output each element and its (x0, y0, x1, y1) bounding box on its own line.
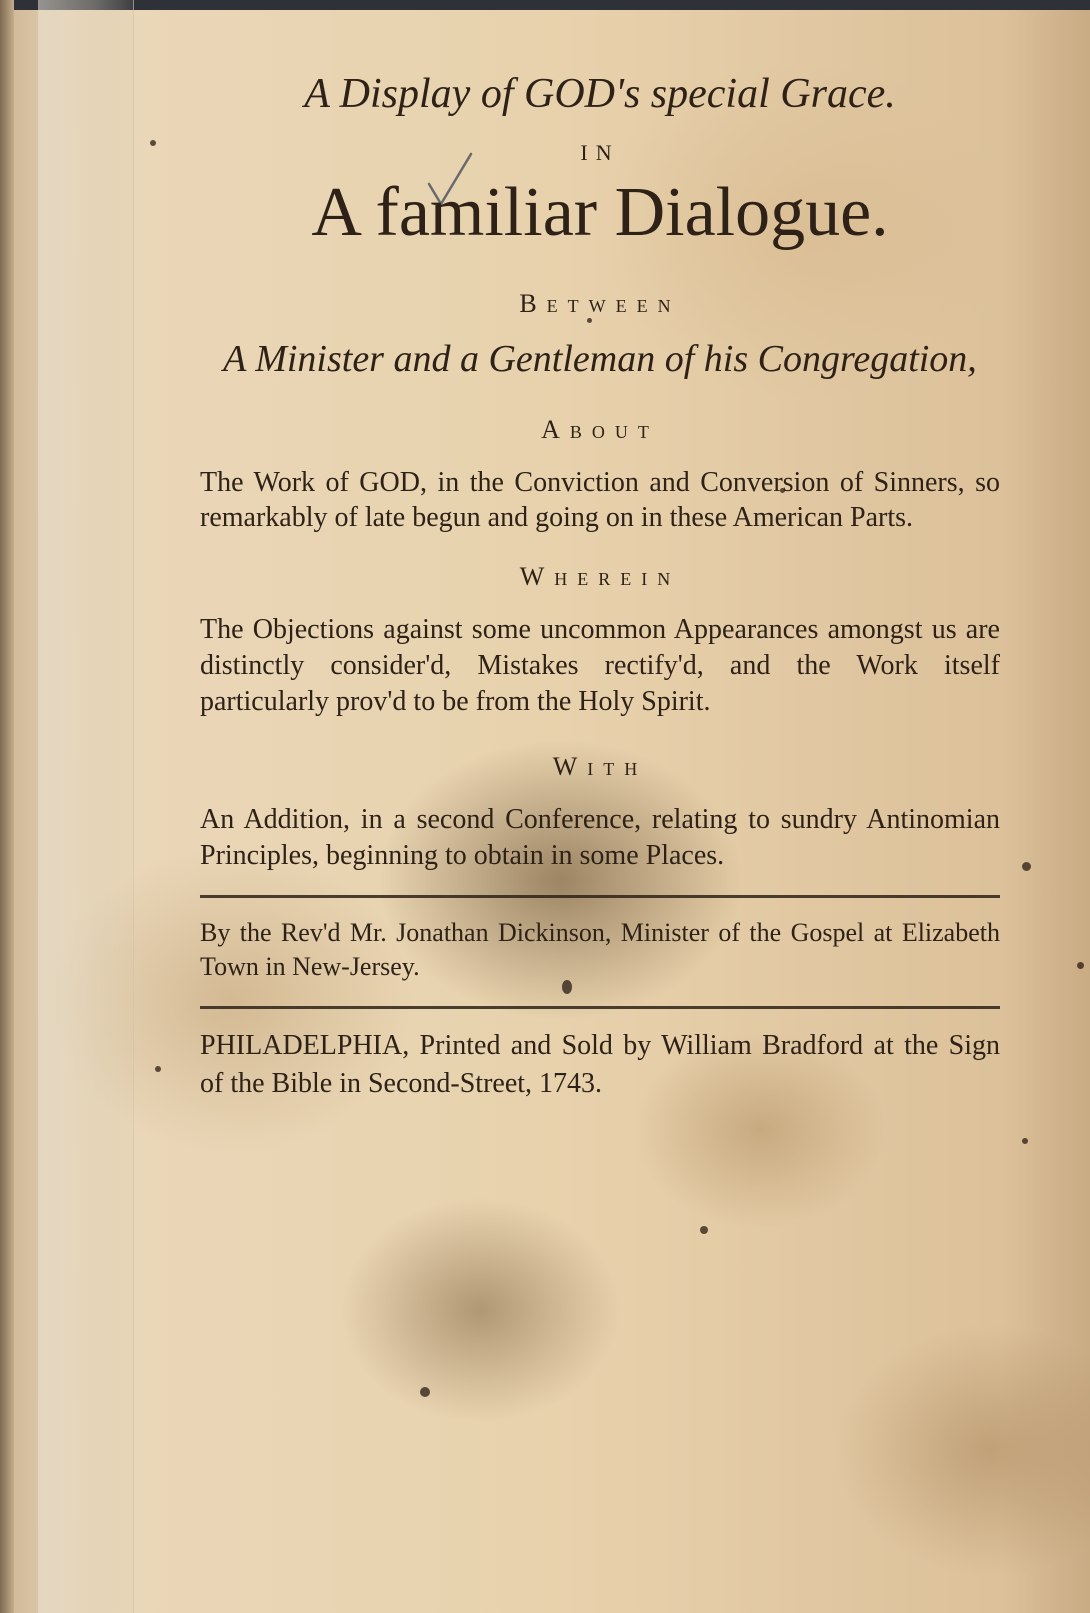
wherein-paragraph: The Objections against some uncommon Appearances amongst us are distinctly consider'd, Mistakes rectify'd, and the Work itself particularly prov'd to be from the Holy Spirit. (200, 614, 1000, 717)
title-page-text (200, 60, 1000, 1103)
paper-repair-strip (38, 0, 134, 1613)
about-line: About (541, 414, 659, 444)
in-line: IN (580, 140, 620, 165)
main-title: A familiar Dialogue. (311, 174, 889, 251)
author-byline: By the Rev'd Mr. Jonathan Dickinson, Minister of the Gospel at Elizabeth Town in New-Jersey. (200, 918, 1000, 982)
with-paragraph: An Addition, in a second Conference, relating to sundry Antinomian Principles, beginning to obtain in some Places. (200, 803, 1000, 871)
parties-line: A Minister and a Gentleman of his Congregation, (223, 338, 977, 380)
about-paragraph: The Work of GOD, in the Conviction and Conversion of Sinners, so remarkably of late begun and going on in these American Parts. (200, 466, 1000, 534)
wherein-line: Wherein (519, 562, 681, 592)
binding-edge (0, 0, 14, 1613)
rule-2 (200, 1006, 1000, 1009)
rule-1 (200, 895, 1000, 898)
display-title: A Display of GOD's special Grace. (304, 71, 896, 117)
imprint: PHILADELPHIA, Printed and Sold by William Bradford at the Sign of the Bible in Second-Street, 1743. (200, 1029, 1000, 1099)
with-line: With (552, 751, 648, 781)
page-top-edge (0, 0, 1090, 10)
between-line: Between (519, 289, 681, 318)
